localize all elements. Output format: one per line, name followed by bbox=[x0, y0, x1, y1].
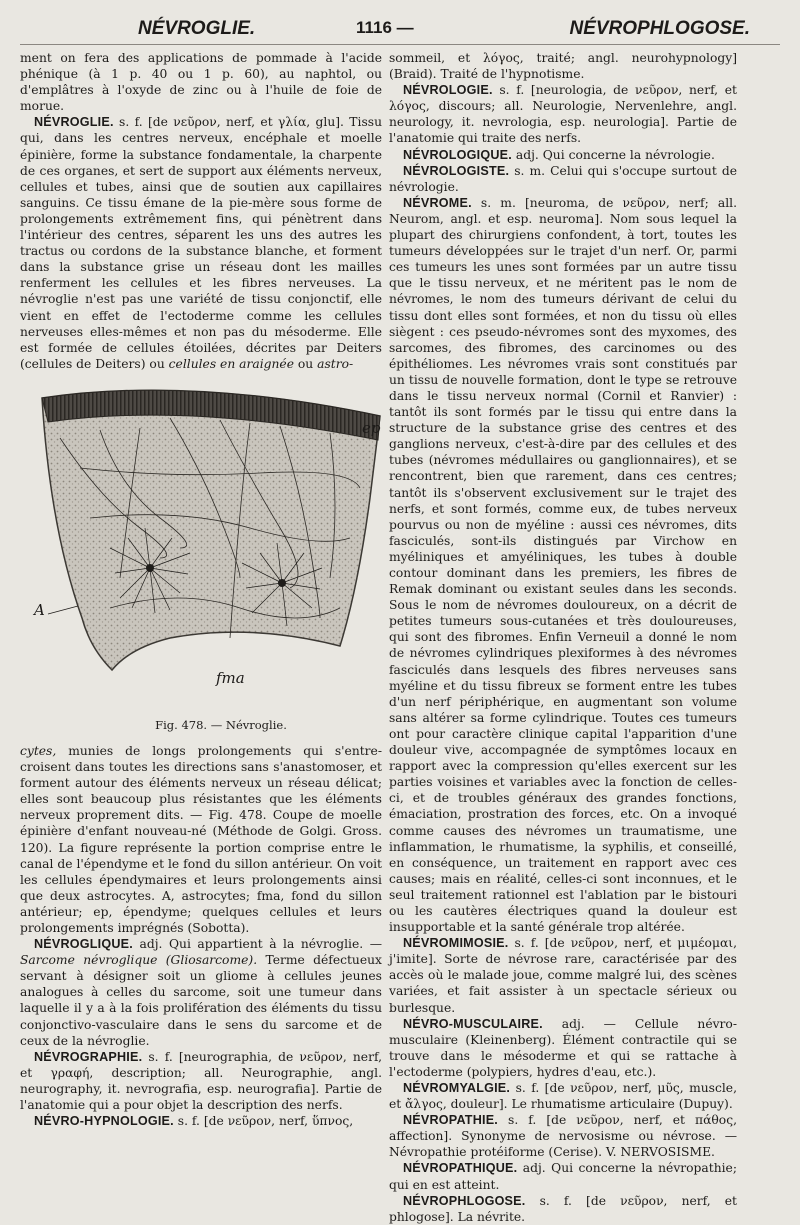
entry-definition: s. f. [de νεῦρον, nerf, et phlogose]. La névrite. bbox=[389, 1193, 737, 1224]
entry-definition: adj. Qui appartient à la névroglie. — bbox=[139, 937, 382, 952]
entry-definition: s. f. [de νεῦρον, nerf, ὕπνος, bbox=[177, 1114, 354, 1129]
entry-italic: cytes, bbox=[20, 743, 57, 758]
figure-caption: Fig. 478. — Névroglie. bbox=[155, 717, 287, 732]
entry-nevro-musculaire bbox=[389, 1016, 737, 1080]
entry-term: NÉVROMYALGIE. bbox=[403, 1081, 511, 1095]
entry-term: NÉVRO-HYPNOLOGIE. bbox=[34, 1114, 174, 1129]
entry-definition: s. m. Celui qui s'occupe surtout de névrologie. bbox=[389, 163, 737, 194]
entry-definition: s. f. [neurographia, de νεῦρον, nerf, et γραφή, description; all. Neurographie, angl. neurography, it. nevrografia, esp. neurografia]. Partie de l'anatomie qui a pour objet la description des nerfs. bbox=[20, 1049, 382, 1113]
entry-term: NÉVROGLIQUE. bbox=[34, 937, 133, 952]
continued-text: ment on fera des applications de pommade à l'acide phénique (à 1 p. 40 ou 1 p. 60), au naphtol, ou d'emplâtres à l'oxyde de zinc ou à l'huile de foie de morue. bbox=[20, 51, 382, 114]
entry-nevroglie bbox=[20, 114, 382, 372]
entry-definition: munies de longs prolongements qui s'entre-croisent dans toutes les directions sans s'anastomoser, et forment autour des éléments nerveux un réseau délicat; elles sont beaucoup plus résistantes que les éléments nerveux proprement dits. — Fig. 478. Coupe de moelle épinière d'enfant nouveau-né (Méthode de Golgi. Gross. 120). La figure représente la portion comprise entre le canal de l'épendyme et le fond du sillon antérieur. On voit les cellules épendymaires et leurs prolongements ainsi que deux astrocytes. A, astrocytes; fma, fond du sillon antérieur; ep, épendyme; quelques cellules et leurs prolongements imprégnés (Sobotta). bbox=[20, 743, 382, 935]
entry-italic: cellules en araignée bbox=[168, 356, 294, 371]
entry-term: NÉVROPATHIE. bbox=[403, 1113, 498, 1128]
label-ep: ep bbox=[362, 418, 381, 437]
header-right-term: NÉVROPHLOGOSE. bbox=[569, 18, 750, 39]
entry-term: NÉVROME. bbox=[403, 195, 472, 210]
entry-definition: adj. Qui concerne la névrologie. bbox=[515, 147, 715, 162]
entry-definition: s. f. [de νεῦρον, nerf, et γλία, glu]. Tissu qui, dans les centres nerveux, encéphale et moelle épinière, forme la substance fondamentale, la charpente de ces organes, et sert de support aux éléments nerveux, cellules et tubes, ainsi que de soutien aux capillaires sanguins. Ce tissu émane de la pie-mère sous forme de prolongements extrêmement fins, qui pénètrent dans l'intérieur des centres, séparent les uns des autres les tractus ou cordons de la substance blanche, et forment dans la substance grise un réseau dont les mailles renferment les cellules et les fibres nerveuses. La névroglie n'est pas une variété de tissu conjonctif, elle vient en effet de l'ectoderme comme les cellules nerveuses elles-mêmes et non pas du mésoderme. Elle est formée de cellules étoilées, décrites par Deiters (cellules de Deiters) ou bbox=[20, 115, 382, 371]
nevroglie-illustration bbox=[20, 378, 382, 693]
entry-term: NÉVRO-MUSCULAIRE. bbox=[403, 1016, 543, 1031]
entry-term: NÉVROPHLOGOSE. bbox=[403, 1193, 526, 1208]
entry-term: NÉVROLOGISTE. bbox=[403, 163, 510, 178]
page-number: 1116 — bbox=[356, 18, 414, 37]
entry-definition: s. f. [neurologia, de νεῦρον, nerf, et λόγος, discours; all. Neurologie, Nervenlehre, angl. neurology, it. nevrologia, esp. neurologia]. Partie de l'anatomie qui traite des nerfs. bbox=[389, 83, 737, 146]
entry-italic: Sarcome névroglique (Gliosarcome). bbox=[20, 953, 258, 968]
entry-nevroglique bbox=[20, 936, 382, 1049]
entry-definition: Terme défectueux servant à désigner soit un gliome à cellules jeunes analogues à celles du sarcome, soit une tumeur dans laquelle il y a à la fois prolifération des éléments du tissu conjonctivo-vasculaire dans le sens du sarcome et de ceux de la névroglie. bbox=[20, 953, 382, 1048]
right-column bbox=[389, 50, 737, 1225]
header-left-term: NÉVROGLIE. bbox=[138, 18, 256, 39]
entry-definition: adj. — Cellule névro-musculaire (Kleinenberg). Élément contractile qui se trouve dans le mésoderme et qui se rattache à l'ectoderme (polypiers, hydres d'eau, etc.). bbox=[389, 1016, 737, 1079]
entry-connector: ou bbox=[297, 356, 314, 371]
entry-term: NÉVROLOGIE. bbox=[403, 83, 493, 98]
entry-italic: astro- bbox=[317, 356, 354, 371]
tissue-section bbox=[42, 390, 380, 670]
figure-478 bbox=[20, 378, 382, 713]
header-rule bbox=[20, 44, 780, 45]
entry-nevroglie-continued bbox=[20, 743, 382, 936]
entry-definition: s. f. [de νεῦρον, nerf, et μιμέομαι, j'imite]. Sorte de névrose rare, caractérisée par des accès où le malade joue, comme malgré lui, des scènes variées, et fait assister à un spectacle sérieux ou burlesque. bbox=[389, 936, 737, 1015]
entry-nevromyalgie bbox=[389, 1080, 737, 1112]
entry-nevrologique bbox=[389, 147, 737, 163]
entry-nevrologie bbox=[389, 82, 737, 146]
entry-definition: s. f. [de νεῦρον, nerf, μῦς, muscle, et ἄλγος, douleur]. Le rhumatisme articulaire (Dupuy). bbox=[389, 1081, 737, 1112]
entry-term: NÉVROLOGIQUE. bbox=[403, 147, 512, 162]
entry-nevropathie bbox=[389, 1112, 737, 1160]
entry-nevropathique bbox=[389, 1160, 737, 1192]
entry-definition: s. m. [neuroma, de νεῦρον, nerf; all. Neurom, angl. et esp. neuroma]. Nom sous lequel la plupart des chirurgiens confondent, à tort, toutes les tumeurs développées sur le trajet d'un nerf. Or, parmi ces tumeurs les unes sont formées par un autre tissu que le tissu nerveux, et ne méritent pas le nom de névromes, le nom des tumeurs dérivant de celui du tissu dont elles sont formées, et non du tissu où elles siègent : ces pseudo-névromes sont des myxomes, des sarcomes, des fibromes, des carcinomes ou des épithéliomes. Les névromes vrais sont constitués par un tissu de nouvelle formation, dont le type se retrouve dans le tissu nerveux normal (Cornil et Ranvier) : tantôt ils sont formés par le tissu qui entre dans la structure de la substance grise des centres et des ganglions nerveux, c'est-à-dire par des cellules et des tubes (névromes médullaires ou ganglionnaires), et se rencontrent, bien que rarement, dans ces centres; tantôt ils s'observent exclusivement sur le trajet des nerfs, et sont formés, comme eux, de tubes nerveux pourvus ou non de myéline : aussi ces névromes, dits fasciculés, sont-ils distingués par Virchow en myéliniques et amyéliniques, les tubes à double contour dominant dans les premiers, les fibres de Remak dominant ou existant seules dans les seconds. Sous le nom de névromes douloureux, on a décrit de petites tumeurs sous-cutanées et très douloureuses, qui sont des fibromes. Enfin Verneuil a donné le nom de névromes cylindriques plexiformes à des névromes fasciculés dans lesquels des fibres nerveuses sans myéline et du tissu fibreux se forment entre les tubes d'un nerf périphérique, en augmentant son volume sans altérer sa forme cylindrique. Toutes ces tumeurs ont pour caractère clinique capital l'apparition d'une douleur vive, accompagnée de symptômes locaux en rapport avec la compression qu'elles exercent sur les parties voisines et variables avec la fonction de celles-ci, et de troubles généraux des grandes fonctions, émaciation, prostration des forces, etc. On a invoqué comme causes des névromes un traumatisme, une inflammation, le rhumatisme, la syphilis, et conseillé, en conséquence, un traitement en rapport avec ces causes; mais en réalité, celles-ci sont inconnues, et le seul traitement rationnel est l'ablation par le bistouri ou les cautères électriques quand la douleur est insupportable et la santé générale trop altérée. bbox=[389, 195, 737, 935]
entry-term: NÉVROMIMOSIE. bbox=[403, 936, 509, 951]
entry-nevrophlogose bbox=[389, 1193, 737, 1225]
left-column bbox=[20, 50, 382, 1129]
continued-text: sommeil, et λόγος, traité; angl. neurohypnology] (Braid). Traité de l'hypnotisme. bbox=[389, 51, 737, 82]
pointer-a bbox=[48, 606, 78, 614]
entry-nevromimosie bbox=[389, 935, 737, 1015]
entry-nevrologiste bbox=[389, 163, 737, 195]
entry-definition: adj. Qui concerne la névropathie; qui en est atteint. bbox=[389, 1161, 737, 1192]
label-fma: fma bbox=[216, 668, 245, 687]
entry-term: NÉVROGRAPHIE. bbox=[34, 1049, 143, 1064]
label-a: A bbox=[34, 600, 45, 619]
entry-nevro-hypnologie bbox=[20, 1113, 382, 1129]
entry-nevrographie bbox=[20, 1049, 382, 1113]
entry-nevrome bbox=[389, 195, 737, 935]
entry-term: NÉVROGLIE. bbox=[34, 115, 114, 130]
entry-term: NÉVROPATHIQUE. bbox=[403, 1161, 518, 1176]
page-header bbox=[20, 14, 780, 42]
entry-definition: s. f. [de νεῦρον, nerf, et πάθος, affection]. Synonyme de nervosisme ou névrose. — Névropathie protéiforme (Cerise). V. NERVOSISME. bbox=[389, 1113, 737, 1160]
